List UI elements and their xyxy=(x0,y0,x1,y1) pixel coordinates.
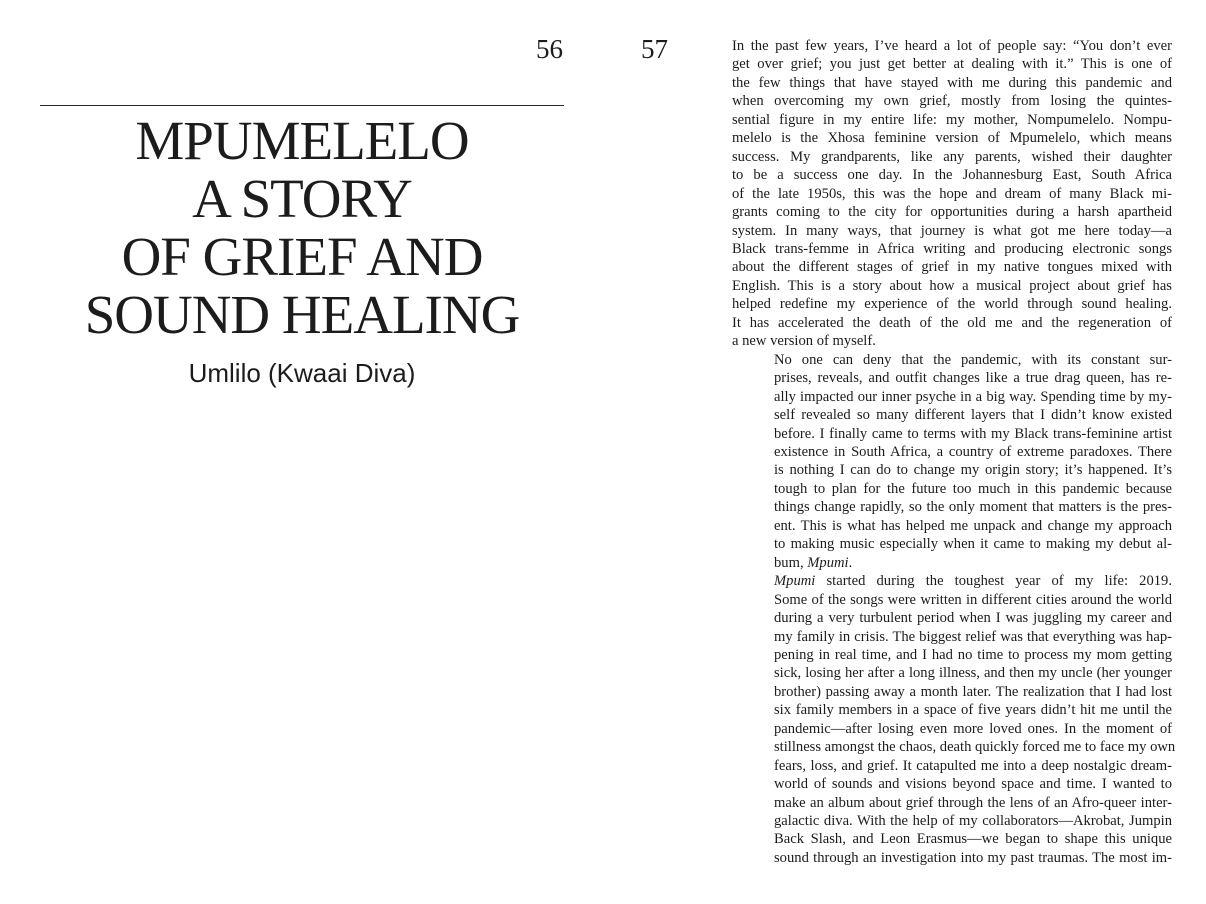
text-line: ally impacted our inner psyche in a big way. Spending time by my- xyxy=(774,388,1172,405)
text-line: melelo is the Xhosa feminine version of Mpumelelo, which means xyxy=(732,130,1172,147)
text-fragment: started during the toughest year of my life: 2019. xyxy=(815,573,1172,590)
text-fragment: . xyxy=(848,554,853,571)
text-line: six family members in a space of five years didn’t hit me until the xyxy=(774,702,1172,719)
text-line: Some of the songs were written in different cities around the world xyxy=(774,591,1172,608)
album-title: Mpumi xyxy=(774,573,816,590)
chapter-title-line: SOUND HEALING xyxy=(84,284,520,345)
paragraph-2 xyxy=(732,351,1172,572)
text-line: to making music especially when it came to making my debut al- xyxy=(774,536,1172,553)
text-line: about the different stages of grief in my native tongues mixed with xyxy=(732,259,1172,276)
chapter-title-line: OF GRIEF AND xyxy=(121,226,483,287)
text-line: things change rapidly, so the only moment that matters is the pres- xyxy=(774,499,1172,516)
text-line: prises, reveals, and outfit changes like a true drag queen, has re- xyxy=(774,370,1172,387)
text-line: when overcoming my own grief, mostly from losing the quintes- xyxy=(732,93,1172,110)
text-line: sential figure in my entire life: my mother, Nompumelelo. Nompu- xyxy=(732,111,1172,128)
text-line: world of sounds and visions beyond space and time. I wanted to xyxy=(774,776,1172,793)
text-line: existence in South Africa, a country of extreme paradoxes. There xyxy=(774,443,1172,460)
text-line: ent. This is what has helped me unpack and change my approach xyxy=(774,517,1172,534)
text-line: fears, loss, and grief. It catapulted me into a deep nostalgic dream- xyxy=(774,757,1172,774)
text-line: grants coming to the city for opportunities during a harsh apartheid xyxy=(732,204,1172,221)
text-line: of the late 1950s, this was the hope and dream of many Black mi- xyxy=(732,185,1172,202)
text-line: before. I finally came to terms with my Black trans-feminine artist xyxy=(774,425,1172,442)
text-line: make an album about grief through the lens of an Afro-queer inter- xyxy=(774,794,1172,811)
text-line xyxy=(732,572,1172,590)
text-line: brother) passing away a month later. The realization that I had lost xyxy=(774,683,1172,700)
text-line: success. My grandparents, like any parents, wished their daughter xyxy=(732,148,1172,165)
text-line: sick, losing her after a long illness, and then my uncle (her younger xyxy=(774,665,1172,682)
text-line: a new version of myself. xyxy=(732,333,876,350)
chapter-title-line: MPUMELELO xyxy=(135,110,469,171)
text-line: system. In many ways, that journey is what got me here today—a xyxy=(732,222,1172,239)
text-line: stillness amongst the chaos, death quickly forced me to face my own xyxy=(774,739,1176,756)
right-page xyxy=(603,0,1206,904)
text-line: galactic diva. With the help of my collaborators—Akrobat, Jumpin xyxy=(774,813,1172,830)
text-line: pandemic—after losing even more loved ones. In the moment of xyxy=(774,720,1172,737)
text-line: pening in real time, and I had no time to process my mom getting xyxy=(774,646,1172,663)
author-name: Umlilo (Kwaai Diva) xyxy=(188,358,416,388)
text-line: Back Slash, and Leon Erasmus—we began to shape this unique xyxy=(774,831,1172,848)
page-number-right: 57 xyxy=(641,34,668,64)
text-line: during a very turbulent period when I was juggling my career and xyxy=(774,610,1172,627)
text-line: No one can deny that the pandemic, with its constant sur- xyxy=(774,351,1172,368)
text-line: the few things that have stayed with me during this pandemic and xyxy=(732,74,1172,91)
page-number-left: 56 xyxy=(536,34,563,64)
title-rule xyxy=(40,105,564,106)
chapter-title-line: A STORY xyxy=(192,168,412,229)
text-line: tough to plan for the future too much in this pandemic because xyxy=(774,480,1172,497)
album-title: Mpumi xyxy=(807,554,849,571)
text-line: is nothing I can do to change my origin story; it’s happened. It’s xyxy=(774,462,1172,479)
text-line: helped redefine my experience of the world through sound healing. xyxy=(732,296,1172,313)
text-line xyxy=(732,554,1172,572)
text-line: to be a success one day. In the Johannesburg East, South Africa xyxy=(732,167,1172,184)
text-line: self revealed so many different layers that I didn’t know existed xyxy=(774,407,1172,424)
text-line: In the past few years, I’ve heard a lot of people say: “You don’t ever xyxy=(732,38,1172,54)
text-line: get over grief; you just get better at dealing with it.” This is one of xyxy=(732,56,1172,73)
text-line: sound through an investigation into my past traumas. The most im- xyxy=(774,849,1172,866)
text-line: English. This is a story about how a musical project about grief has xyxy=(732,277,1172,294)
body-text xyxy=(732,37,1176,867)
text-line: Black trans-femme in Africa writing and producing electronic songs xyxy=(732,240,1172,257)
paragraph-3 xyxy=(732,572,1176,867)
paragraph-1 xyxy=(732,37,1172,351)
text-fragment: bum, xyxy=(774,554,808,571)
text-line: my family in crisis. The biggest relief was that everything was hap- xyxy=(774,628,1172,645)
text-line: It has accelerated the death of the old me and the regeneration of xyxy=(732,314,1172,331)
chapter-title xyxy=(40,112,564,344)
